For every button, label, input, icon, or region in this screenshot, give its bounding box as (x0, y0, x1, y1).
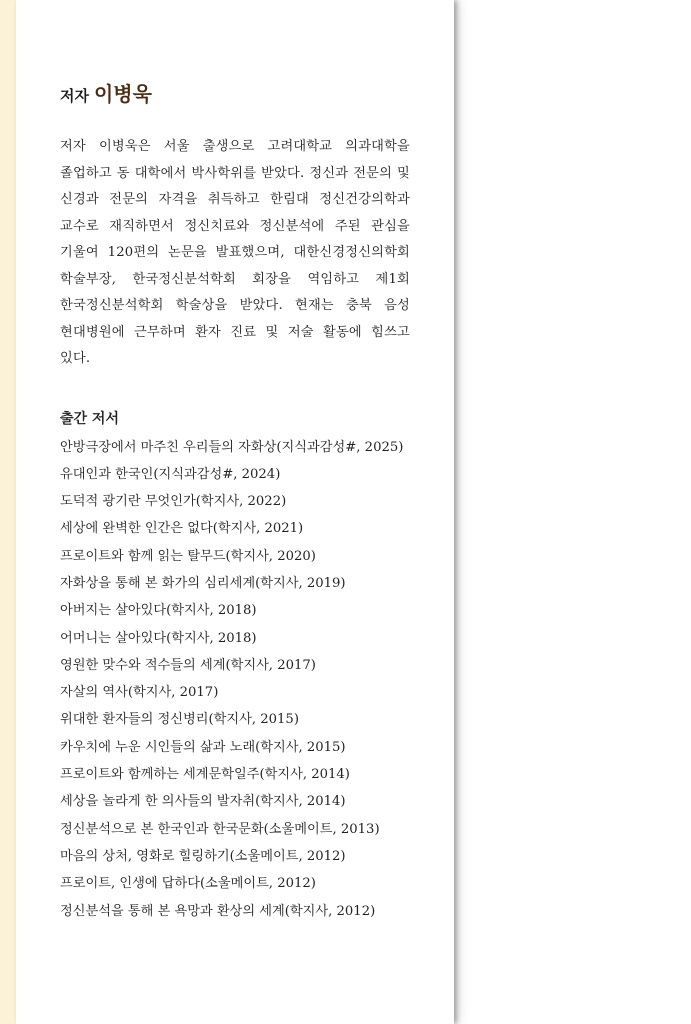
work-item: 마음의 상처, 영화로 힐링하기(소울메이트, 2012) (60, 848, 346, 864)
book-page (16, 0, 454, 1024)
work-item: 자살의 역사(학지사, 2017) (60, 685, 219, 701)
work-item: 유대인과 한국인(지식과감성#, 2024) (60, 466, 281, 482)
work-item: 위대한 환자들의 정신병리(학지사, 2015) (60, 712, 299, 728)
work-item: 영원한 맞수와 적수들의 세계(학지사, 2017) (60, 657, 316, 673)
work-item: 정신분석을 통해 본 욕망과 환상의 세계(학지사, 2012) (60, 903, 376, 919)
work-item: 프로이트와 함께 읽는 탈무드(학지사, 2020) (60, 548, 316, 564)
work-item: 카우치에 누운 시인들의 삶과 노래(학지사, 2015) (60, 739, 346, 755)
page-content (60, 78, 410, 925)
page-edge (0, 0, 16, 1024)
work-item: 프로이트와 함께하는 세계문학일주(학지사, 2014) (60, 767, 350, 783)
author-heading (60, 78, 410, 108)
work-item: 어머니는 살아있다(학지사, 2018) (60, 630, 257, 646)
work-item: 자화상을 통해 본 화가의 심리세계(학지사, 2019) (60, 575, 346, 591)
works-heading: 출간 저서 (60, 410, 119, 427)
author-label: 저자 (60, 87, 89, 105)
work-item: 프로이트, 인생에 답하다(소울메이트, 2012) (60, 876, 316, 892)
work-item: 안방극장에서 마주친 우리들의 자화상(지식과감성#, 2025) (60, 439, 404, 455)
work-item: 아버지는 살아있다(학지사, 2018) (60, 603, 257, 619)
works-list (60, 434, 410, 925)
work-item: 세상을 놀라게 한 의사들의 발자취(학지사, 2014) (60, 794, 346, 810)
work-item: 도덕적 광기란 무엇인가(학지사, 2022) (60, 494, 287, 510)
author-bio: 저자 이병욱은 서울 출생으로 고려대학교 의과대학을 졸업하고 동 대학에서 박사학위를 받았다. 정신과 전문의 및 신경과 전문의 자격을 취득하고 한림대 정신건강의학과 교수로 재직하면서 정신치료와 정신분석에 주된 관심을 기울여 120편의 논문을 발표했으며, 대한신경정신의학회 학술부장, 한국정신분석학회 회장을 역임하고 제1회 한국정신분석학회 학술상을 받았다. 현재는 충북 음성 현대병원에 근무하며 환자 진료 및 저술 활동에 힘쓰고 있다. (60, 139, 410, 366)
work-item: 정신분석으로 본 한국인과 한국문화(소울메이트, 2013) (60, 821, 380, 837)
work-item: 세상에 완벽한 인간은 없다(학지사, 2021) (60, 521, 304, 537)
author-name: 이병욱 (93, 82, 152, 106)
